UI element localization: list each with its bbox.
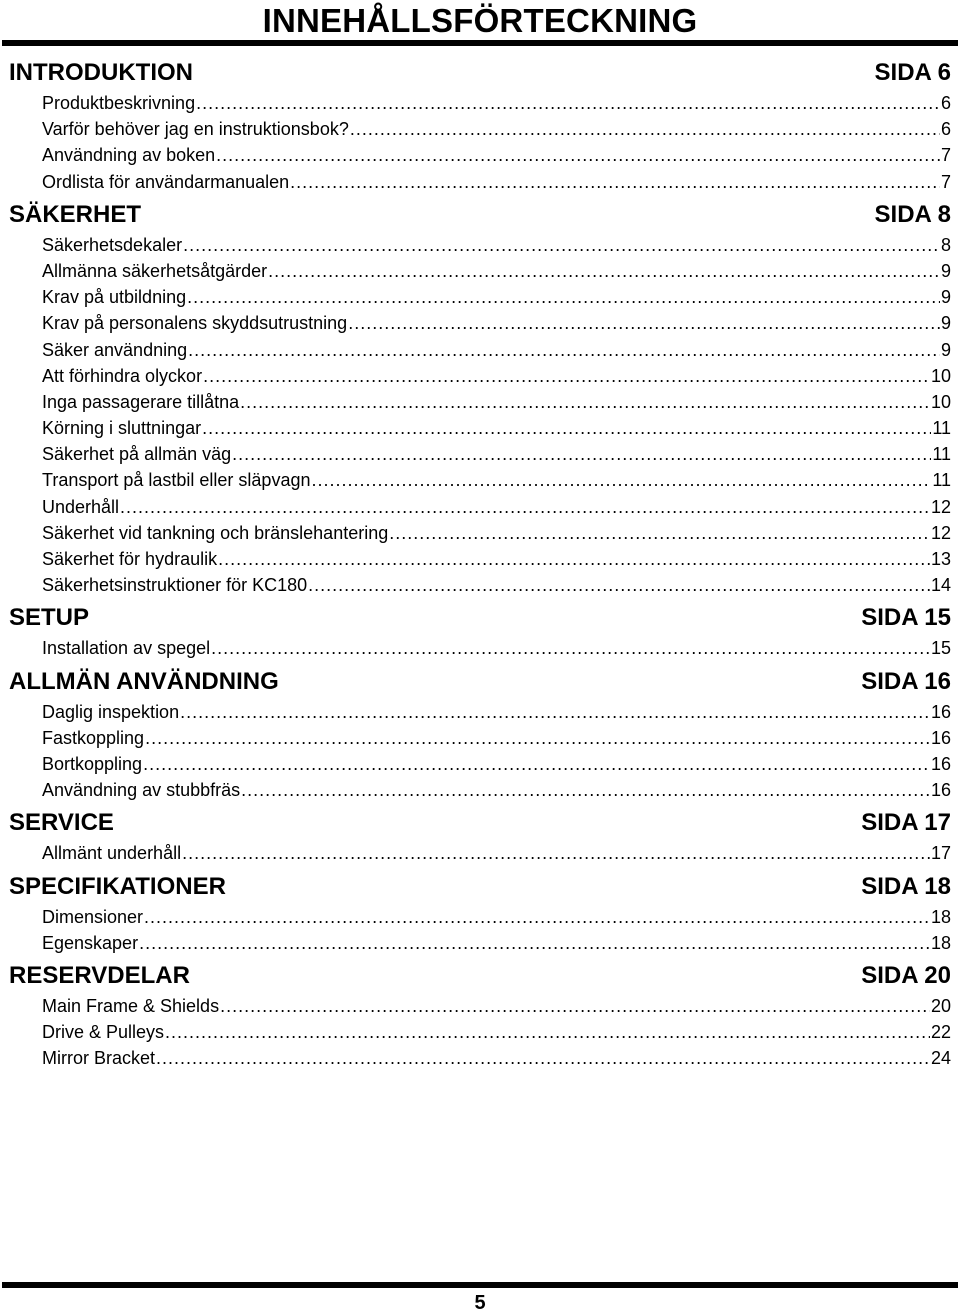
section-heading	[9, 603, 951, 633]
toc-entry[interactable]	[42, 258, 951, 284]
dot-leader	[211, 635, 930, 661]
section-title: SETUP	[9, 604, 90, 632]
toc-entry[interactable]	[42, 572, 951, 598]
dot-leader	[290, 169, 940, 195]
toc-entry-page: 20	[930, 995, 951, 1016]
section-heading	[9, 961, 951, 991]
toc-entry[interactable]	[42, 441, 951, 467]
toc-entry[interactable]	[42, 415, 951, 441]
page-number: 5	[474, 1292, 486, 1314]
toc-entry-page: 7	[940, 145, 951, 166]
toc-entry-page: 10	[930, 391, 951, 412]
toc-entry[interactable]	[42, 699, 951, 725]
toc-entry-label: Körning i sluttningar	[42, 418, 202, 439]
toc-entry[interactable]	[42, 751, 951, 777]
section-heading	[9, 58, 951, 88]
toc-entry[interactable]	[42, 389, 951, 415]
toc-entry[interactable]	[42, 904, 951, 930]
section-title: ALLMÄN ANVÄNDNING	[9, 667, 279, 695]
toc-entry[interactable]	[42, 116, 951, 142]
dot-leader	[145, 725, 930, 751]
toc-entry[interactable]	[42, 467, 951, 493]
toc-entry-label: Dimensioner	[42, 906, 144, 927]
toc-entry[interactable]	[42, 90, 951, 116]
dot-leader	[165, 1019, 930, 1045]
dot-leader	[188, 337, 940, 363]
bottom-rule	[2, 1282, 958, 1288]
toc-entry-label: Underhåll	[42, 496, 120, 517]
toc-entry-label: Inga passagerare tillåtna	[42, 391, 240, 412]
section-page-label: SIDA 6	[874, 59, 951, 86]
toc-entry-page: 16	[930, 753, 951, 774]
section-title: SERVICE	[9, 809, 114, 837]
toc-entry-page: 9	[940, 339, 951, 360]
toc-entry-page: 11	[932, 418, 951, 439]
toc-entry-page: 16	[930, 727, 951, 748]
toc-entry[interactable]	[42, 142, 951, 168]
toc-entry-page: 13	[930, 549, 951, 569]
toc-entry[interactable]	[42, 930, 951, 956]
section-title: SPECIFIKATIONER	[9, 872, 226, 900]
section-page-label: SIDA 16	[861, 667, 951, 695]
toc-entry-page: 17	[930, 843, 951, 864]
dot-leader	[311, 467, 931, 493]
toc-entry-label: Säkerhet vid tankning och bränslehantering	[42, 522, 389, 543]
toc-entry[interactable]	[42, 1045, 951, 1071]
toc-entry-label: Användning av stubbfräs	[42, 780, 241, 801]
toc-entry[interactable]	[42, 232, 951, 258]
toc-entry[interactable]	[42, 363, 951, 389]
toc-entry-page: 18	[930, 906, 951, 927]
toc-entry-label: Egenskaper	[42, 932, 139, 953]
toc-entry-page: 7	[940, 171, 951, 192]
toc-entry-page: 6	[940, 119, 951, 140]
dot-leader	[196, 90, 940, 116]
toc-entry-page: 11	[932, 444, 951, 465]
toc-entry-page: 16	[930, 701, 951, 722]
toc-entry-page: 6	[940, 93, 951, 113]
toc-entry-label: Säkerhet på allmän väg	[42, 444, 232, 465]
toc-entry-label: Allmänna säkerhetsåtgärder	[42, 260, 268, 281]
dot-leader	[348, 310, 940, 336]
toc-entry[interactable]	[42, 546, 951, 572]
toc-entry[interactable]	[42, 1019, 951, 1045]
dot-leader	[187, 284, 940, 310]
toc-entry-label: Bortkoppling	[42, 753, 143, 774]
top-rule	[2, 40, 958, 46]
section-page-label: SIDA 8	[874, 200, 951, 228]
toc-entry-page: 14	[930, 575, 951, 596]
toc-entry[interactable]	[42, 494, 951, 520]
toc-entry[interactable]	[42, 520, 951, 546]
dot-leader	[143, 751, 930, 777]
section-page-label: SIDA 17	[861, 809, 951, 837]
dot-leader	[232, 441, 931, 467]
dot-leader	[216, 142, 940, 168]
toc-entry-label: Installation av spegel	[42, 638, 211, 659]
table-of-contents	[9, 58, 951, 1071]
toc-entry-label: Krav på personalens skyddsutrustning	[42, 313, 348, 334]
toc-entry-page: 11	[932, 470, 951, 491]
toc-entry-label: Mirror Bracket	[42, 1048, 156, 1069]
toc-entry-label: Allmänt underhåll	[42, 843, 182, 864]
toc-entry-label: Säkerhetsinstruktioner för KC180	[42, 575, 308, 596]
section-title: RESERVDELAR	[9, 961, 190, 989]
toc-entry-label: Säker användning	[42, 339, 188, 360]
section-title: INTRODUKTION	[9, 59, 193, 86]
dot-leader	[268, 258, 940, 284]
toc-entry[interactable]	[42, 284, 951, 310]
toc-entry-label: Drive & Pulleys	[42, 1022, 165, 1043]
toc-entry-page: 8	[940, 234, 951, 255]
dot-leader	[240, 389, 930, 415]
section-heading	[9, 200, 951, 230]
section-heading	[9, 808, 951, 838]
toc-entry-label: Användning av boken	[42, 145, 216, 166]
dot-leader	[144, 904, 930, 930]
toc-entry-page: 9	[940, 313, 951, 334]
toc-entry-label: Main Frame & Shields	[42, 995, 220, 1016]
section-page-label: SIDA 20	[861, 961, 951, 989]
toc-entry[interactable]	[42, 840, 951, 866]
page-title: INNEHÅLLSFÖRTECKNING	[262, 2, 698, 39]
section-heading	[9, 872, 951, 902]
toc-entry-label: Säkerhetsdekaler	[42, 234, 183, 255]
toc-entry-label: Säkerhet för hydraulik	[42, 549, 218, 569]
toc-entry-label: Transport på lastbil eller släpvagn	[42, 470, 311, 491]
dot-leader	[350, 116, 940, 142]
dot-leader	[218, 546, 930, 572]
toc-entry-page: 15	[930, 638, 951, 659]
toc-entry[interactable]	[42, 725, 951, 751]
toc-entry-page: 24	[930, 1048, 951, 1069]
toc-entry-label: Att förhindra olyckor	[42, 365, 203, 386]
toc-entry-label: Krav på utbildning	[42, 287, 187, 308]
toc-entry-page: 12	[930, 496, 951, 517]
toc-entry-label: Varför behöver jag en instruktionsbok?	[42, 119, 349, 140]
dot-leader	[202, 415, 931, 441]
dot-leader	[156, 1045, 930, 1071]
section-heading	[9, 667, 951, 697]
dot-leader	[241, 777, 930, 803]
toc-entry[interactable]	[42, 993, 951, 1019]
toc-entry-page: 10	[930, 365, 951, 386]
toc-entry[interactable]	[42, 635, 951, 661]
section-page-label: SIDA 18	[861, 872, 951, 900]
dot-leader	[389, 520, 930, 546]
toc-entry-page: 9	[940, 287, 951, 308]
toc-entry-page: 9	[940, 260, 951, 281]
dot-leader	[308, 572, 930, 598]
toc-entry-page: 22	[930, 1022, 951, 1043]
toc-entry[interactable]	[42, 777, 951, 803]
toc-entry[interactable]	[42, 169, 951, 195]
dot-leader	[180, 699, 930, 725]
toc-entry-page: 18	[930, 932, 951, 953]
section-title: SÄKERHET	[9, 200, 142, 228]
dot-leader	[203, 363, 930, 389]
toc-entry[interactable]	[42, 310, 951, 336]
dot-leader	[120, 494, 930, 520]
toc-entry-page: 12	[930, 522, 951, 543]
dot-leader	[183, 232, 940, 258]
section-page-label: SIDA 15	[861, 604, 951, 632]
toc-entry-label: Produktbeskrivning	[42, 93, 196, 113]
toc-entry-label: Daglig inspektion	[42, 701, 180, 722]
dot-leader	[220, 993, 930, 1019]
toc-entry[interactable]	[42, 337, 951, 363]
toc-entry-label: Fastkoppling	[42, 727, 145, 748]
dot-leader	[182, 840, 930, 866]
toc-entry-label: Ordlista för användarmanualen	[42, 171, 290, 192]
dot-leader	[139, 930, 930, 956]
toc-entry-page: 16	[930, 780, 951, 801]
